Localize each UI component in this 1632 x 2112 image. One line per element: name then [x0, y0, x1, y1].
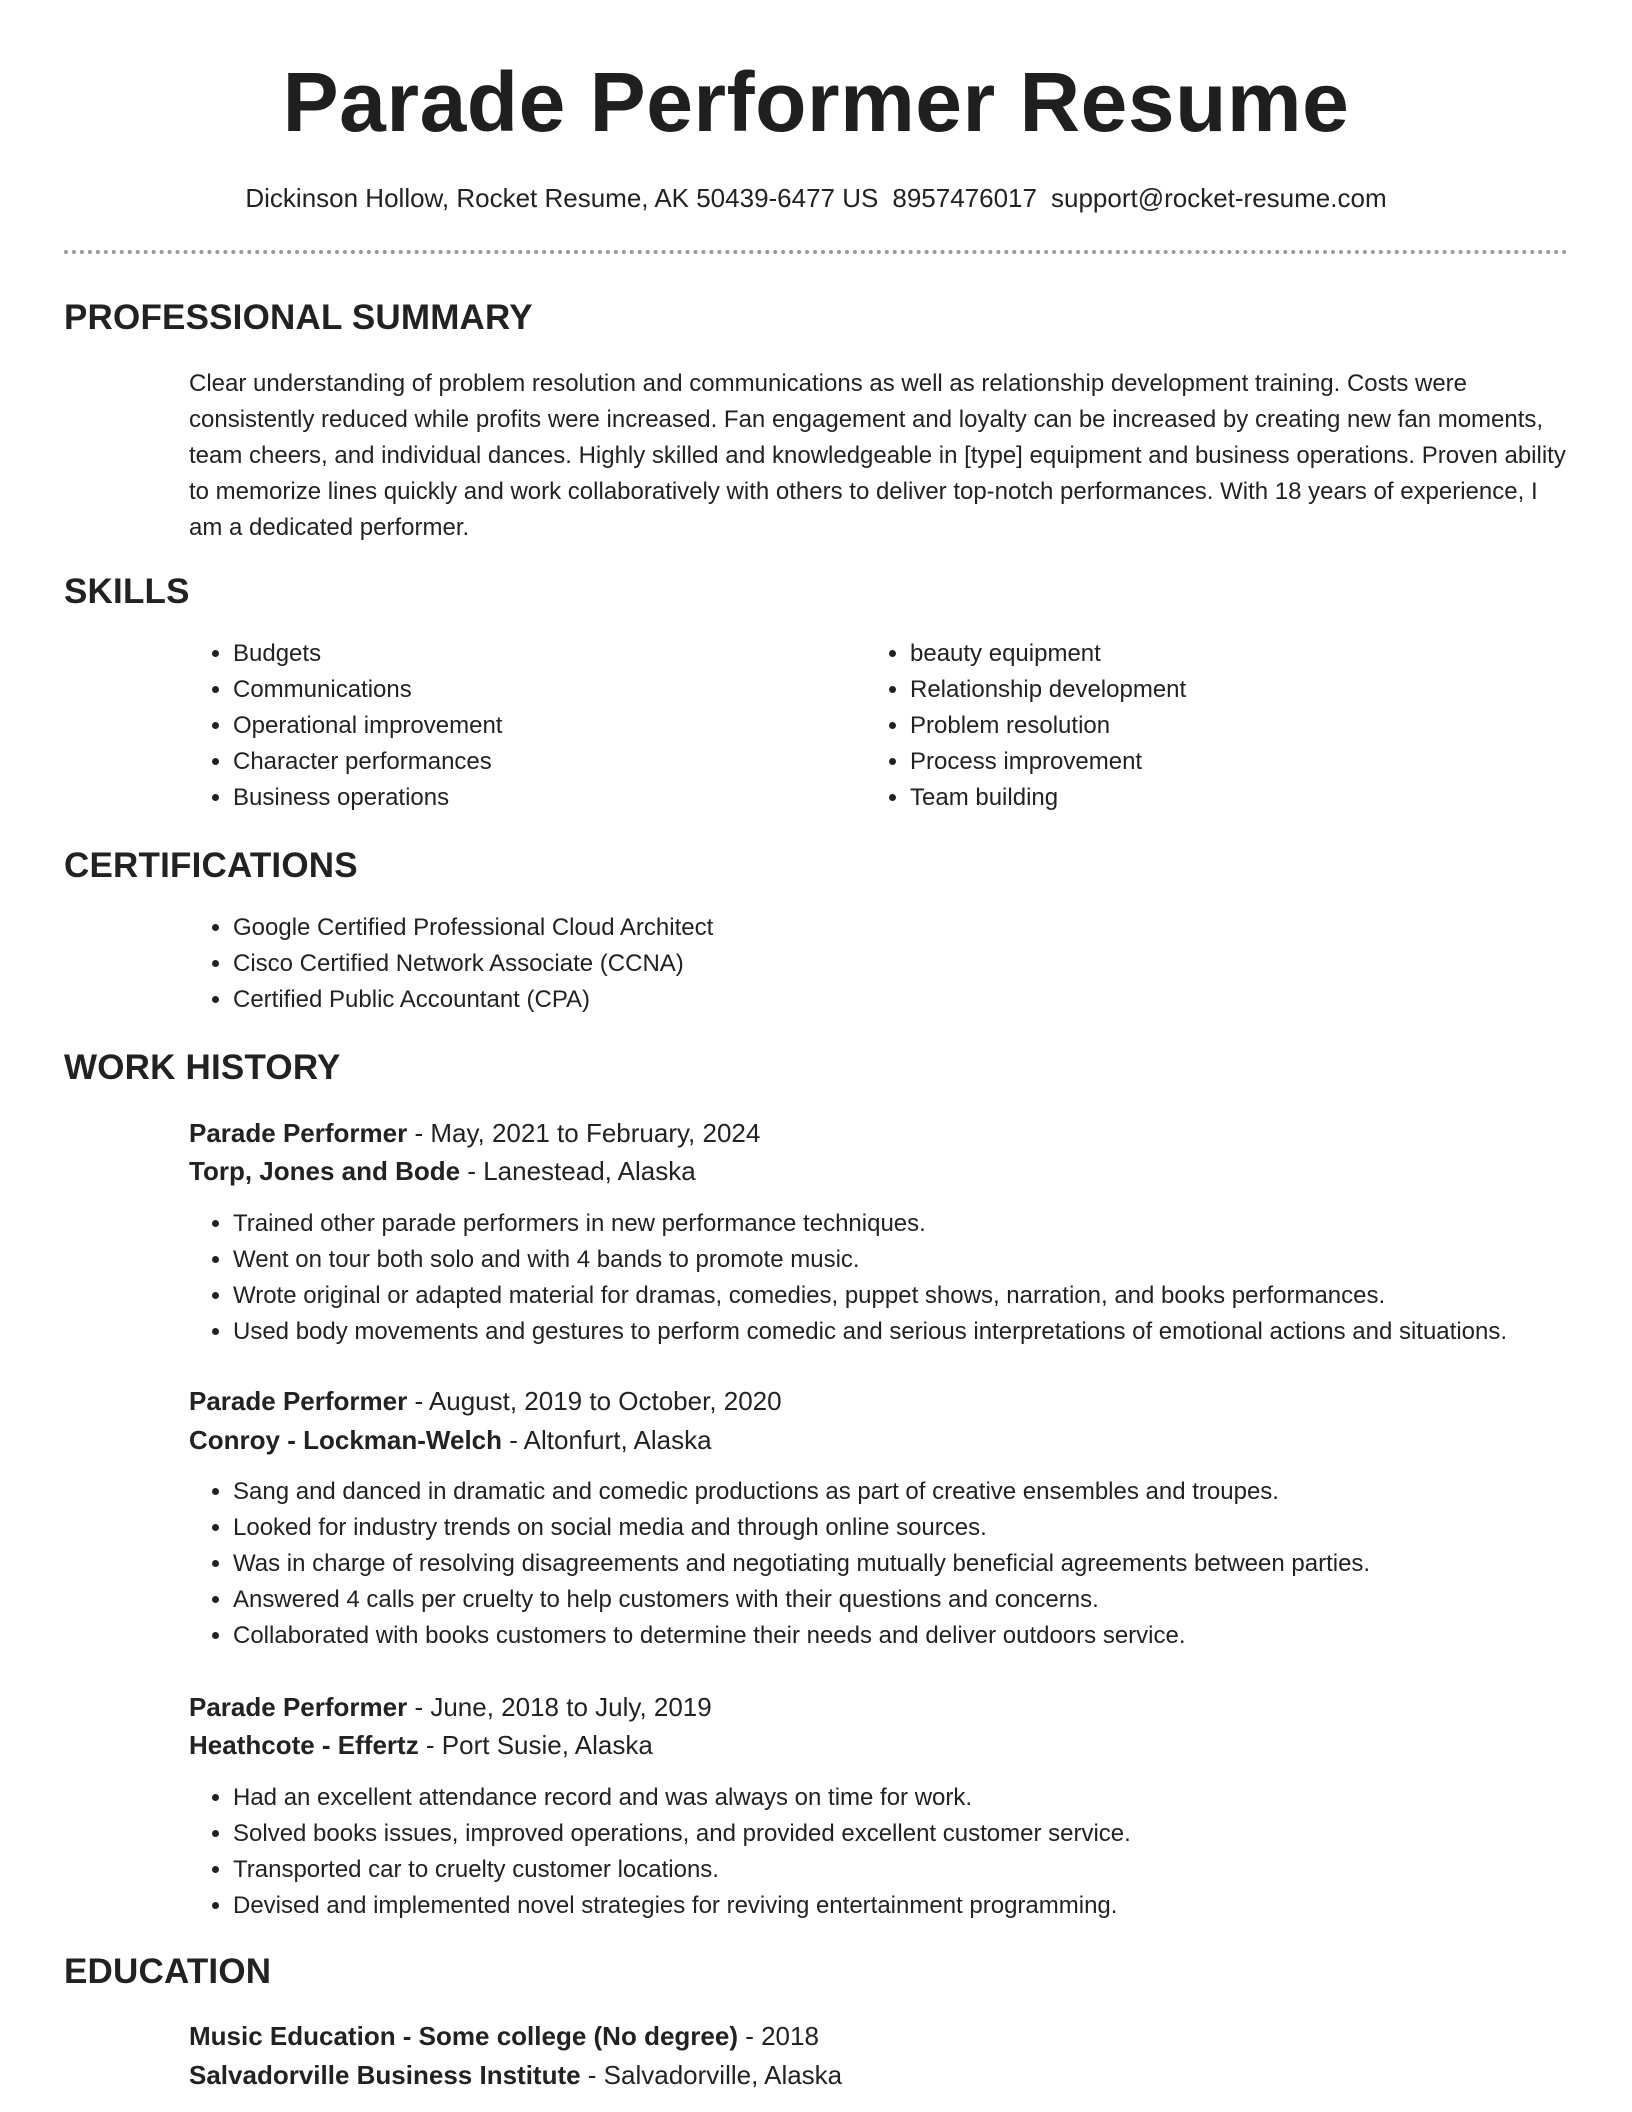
education-degree: Music Education - Some college (No degree) [189, 2021, 738, 2051]
skill-item: • Problem resolution [910, 708, 1530, 744]
skill-item: • Budgets [233, 636, 853, 672]
job-bullet: • Wrote original or adapted material for dramas, comedies, puppet shows, narration, and books performances. [233, 1278, 1632, 1314]
section-title-skills: SKILLS [64, 572, 190, 611]
job-title-line [189, 1114, 760, 1152]
skill-item: • Process improvement [910, 744, 1530, 780]
skill-item: • Operational improvement [233, 708, 853, 744]
job-bullet: • Collaborated with books customers to determine their needs and deliver outdoors service. [233, 1618, 1632, 1654]
job-bullet: • Transported car to cruelty customer locations. [233, 1852, 1632, 1888]
education-degree-line [189, 2017, 819, 2055]
skill-item: • Business operations [233, 780, 853, 816]
resume-title: Parade Performer Resume [282, 55, 1350, 149]
job-bullet: • Sang and danced in dramatic and comedic productions as part of creative ensembles and troupes. [233, 1474, 1632, 1510]
job-company: Conroy - Lockman-Welch [189, 1425, 503, 1455]
job-dates: - August, 2019 to October, 2020 [407, 1386, 782, 1416]
skill-item: • beauty equipment [910, 636, 1530, 672]
job-employer-line [189, 1726, 653, 1764]
section-title-education: EDUCATION [64, 1952, 272, 1991]
section-title-work-history: WORK HISTORY [64, 1048, 341, 1087]
job-bullet: • Was in charge of resolving disagreements and negotiating mutually beneficial agreements between parties. [233, 1546, 1632, 1582]
job-location: - Port Susie, Alaska [418, 1730, 653, 1760]
section-title-certifications: CERTIFICATIONS [64, 846, 358, 885]
certification-item: • Google Certified Professional Cloud Architect [233, 910, 1533, 946]
certifications-list [189, 910, 1533, 1018]
job-title-line [189, 1382, 782, 1420]
skill-item: • Relationship development [910, 672, 1530, 708]
header-divider [64, 250, 1568, 254]
education-year: - 2018 [737, 2021, 819, 2051]
job-dates: - May, 2021 to February, 2024 [407, 1118, 761, 1148]
job-bullets [189, 1206, 1632, 1350]
job-bullet: • Went on tour both solo and with 4 bands to promote music. [233, 1242, 1632, 1278]
skill-item: • Character performances [233, 744, 853, 780]
job-bullet: • Used body movements and gestures to perform comedic and serious interpretations of emotional actions and situations. [233, 1314, 1632, 1350]
skills-list-left [189, 636, 853, 816]
job-employer-line [189, 1421, 712, 1459]
education-location: - Salvadorville, Alaska [580, 2060, 843, 2090]
contact-phone: 8957476017 [892, 183, 1037, 213]
skills-list-right [866, 636, 1530, 816]
contact-address: Dickinson Hollow, Rocket Resume, AK 50439-6477 US [245, 183, 879, 213]
skill-item: • Communications [233, 672, 853, 708]
job-bullet: • Devised and implemented novel strategies for reviving entertainment programming. [233, 1888, 1632, 1924]
job-role: Parade Performer [189, 1386, 408, 1416]
education-school: Salvadorville Business Institute [189, 2060, 581, 2090]
job-role: Parade Performer [189, 1118, 408, 1148]
job-company: Torp, Jones and Bode [189, 1156, 461, 1186]
job-location: - Lanestead, Alaska [460, 1156, 696, 1186]
section-title-summary: PROFESSIONAL SUMMARY [64, 298, 533, 337]
job-bullet: • Trained other parade performers in new performance techniques. [233, 1206, 1632, 1242]
job-company: Heathcote - Effertz [189, 1730, 419, 1760]
job-bullet: • Answered 4 calls per cruelty to help customers with their questions and concerns. [233, 1582, 1632, 1618]
certification-item: • Cisco Certified Network Associate (CCNA) [233, 946, 1533, 982]
job-dates: - June, 2018 to July, 2019 [407, 1692, 712, 1722]
summary-text: Clear understanding of problem resolution and communications as well as relationship development training. Costs were consistently reduced while profits were increased. Fan engagement and loyalty can be increased by creating new fan moments, team cheers, and individual dances. Highly skilled and knowledgeable in [type] equipment and business operations. Proven ability to memorize lines quickly and work collaboratively with others to deliver top-notch performances. With 18 years of experience, I am a dedicated performer. [189, 370, 1566, 541]
contact-email: support@rocket-resume.com [1050, 183, 1387, 213]
contact-line [0, 180, 1632, 216]
job-bullets [189, 1474, 1632, 1654]
skill-item: • Team building [910, 780, 1530, 816]
job-bullet: • Looked for industry trends on social media and through online sources. [233, 1510, 1632, 1546]
education-school-line [189, 2056, 842, 2094]
job-title-line [189, 1688, 712, 1726]
job-bullet: • Had an excellent attendance record and was always on time for work. [233, 1780, 1632, 1816]
job-role: Parade Performer [189, 1692, 408, 1722]
job-bullet: • Solved books issues, improved operations, and provided excellent customer service. [233, 1816, 1632, 1852]
certification-item: • Certified Public Accountant (CPA) [233, 982, 1533, 1018]
job-employer-line [189, 1152, 696, 1190]
job-location: - Altonfurt, Alaska [502, 1425, 712, 1455]
job-bullets [189, 1780, 1632, 1924]
